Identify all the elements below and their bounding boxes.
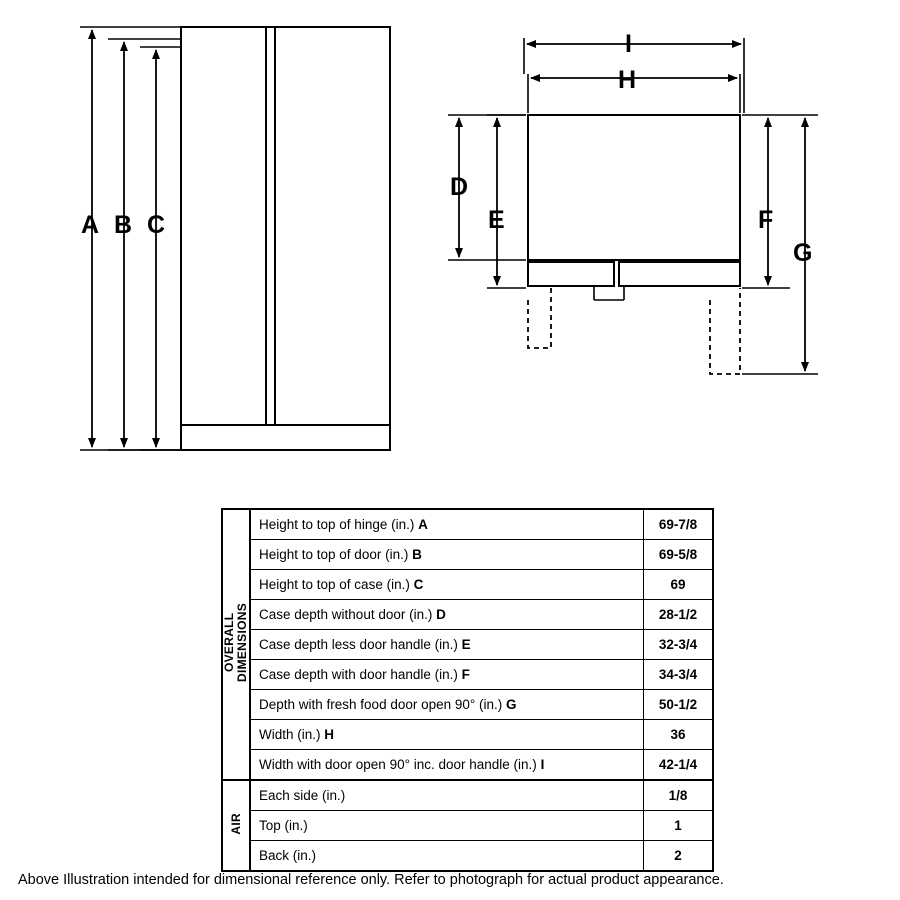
row-label-letter: A (418, 517, 428, 532)
table-row (222, 811, 713, 841)
group-header-air (222, 780, 250, 871)
row-label-text: Width with door open 90° inc. door handle (in.) (259, 757, 541, 772)
row-label: Back (in.) (250, 841, 644, 872)
dim-label-d: D (450, 173, 469, 201)
row-label (250, 630, 644, 660)
row-label-letter: I (540, 757, 545, 772)
row-label (250, 690, 644, 720)
row-label-text: Case depth less door handle (in.) (259, 637, 462, 652)
row-label: Each side (in.) (250, 780, 644, 811)
row-value: 28-1/2 (644, 600, 714, 630)
table-row (222, 841, 713, 872)
row-value: 69-7/8 (644, 509, 714, 540)
row-value: 2 (644, 841, 714, 872)
group-label-line2: DIMENSIONS (235, 603, 249, 683)
row-label (250, 660, 644, 690)
dim-label-c: C (147, 211, 166, 239)
row-label-letter: F (461, 667, 470, 682)
row-value: 34-3/4 (644, 660, 714, 690)
row-label-letter: B (412, 547, 422, 562)
row-label: Top (in.) (250, 811, 644, 841)
row-value: 36 (644, 720, 714, 750)
table-row (222, 780, 713, 811)
dim-label-h: H (618, 66, 637, 94)
dim-label-f: F (758, 206, 774, 234)
row-label-text: Height to top of door (in.) (259, 547, 413, 562)
row-value: 69 (644, 570, 714, 600)
row-value: 50-1/2 (644, 690, 714, 720)
row-label-letter: D (436, 607, 446, 622)
row-value: 1/8 (644, 780, 714, 811)
row-label-letter: E (461, 637, 471, 652)
row-label (250, 750, 644, 781)
row-label-text: Case depth with door handle (in.) (259, 667, 462, 682)
group-header-overall-dimensions-label (223, 603, 249, 682)
row-label-text: Case depth without door (in.) (259, 607, 437, 622)
table-row (222, 690, 713, 720)
table-row (222, 600, 713, 630)
row-label (250, 600, 644, 630)
dim-label-e: E (488, 206, 505, 234)
group-label-line1: OVERALL (222, 613, 236, 673)
row-value: 1 (644, 811, 714, 841)
table-row (222, 720, 713, 750)
group-header-overall-dimensions (222, 509, 250, 780)
row-value: 42-1/4 (644, 750, 714, 781)
group-header-air-label: AIR (228, 813, 243, 835)
dim-label-g: G (793, 239, 813, 267)
row-label-text: Depth with fresh food door open 90° (in.) (259, 697, 507, 712)
dim-label-i: I (625, 30, 632, 58)
row-label-letter: C (413, 577, 424, 592)
row-label-letter: G (506, 697, 517, 712)
row-value: 32-3/4 (644, 630, 714, 660)
row-label-text: Height to top of hinge (in.) (259, 517, 419, 532)
row-value: 69-5/8 (644, 540, 714, 570)
table-row (222, 660, 713, 690)
row-label-text: Height to top of case (in.) (259, 577, 414, 592)
table-row (222, 540, 713, 570)
row-label-letter: H (324, 727, 335, 742)
row-label (250, 720, 644, 750)
table-row (222, 570, 713, 600)
row-label-text: Width (in.) (259, 727, 325, 742)
row-label (250, 509, 644, 540)
table-row (222, 509, 713, 540)
dim-label-b: B (114, 211, 133, 239)
table-row (222, 750, 713, 781)
dim-label-a: A (81, 211, 100, 239)
row-label (250, 540, 644, 570)
row-label (250, 570, 644, 600)
footnote-text: Above Illustration intended for dimensional reference only. Refer to photograph for actual product appearance. (18, 872, 724, 888)
dimensions-table-body (222, 509, 713, 871)
table-row (222, 630, 713, 660)
dimensions-table (221, 508, 714, 872)
